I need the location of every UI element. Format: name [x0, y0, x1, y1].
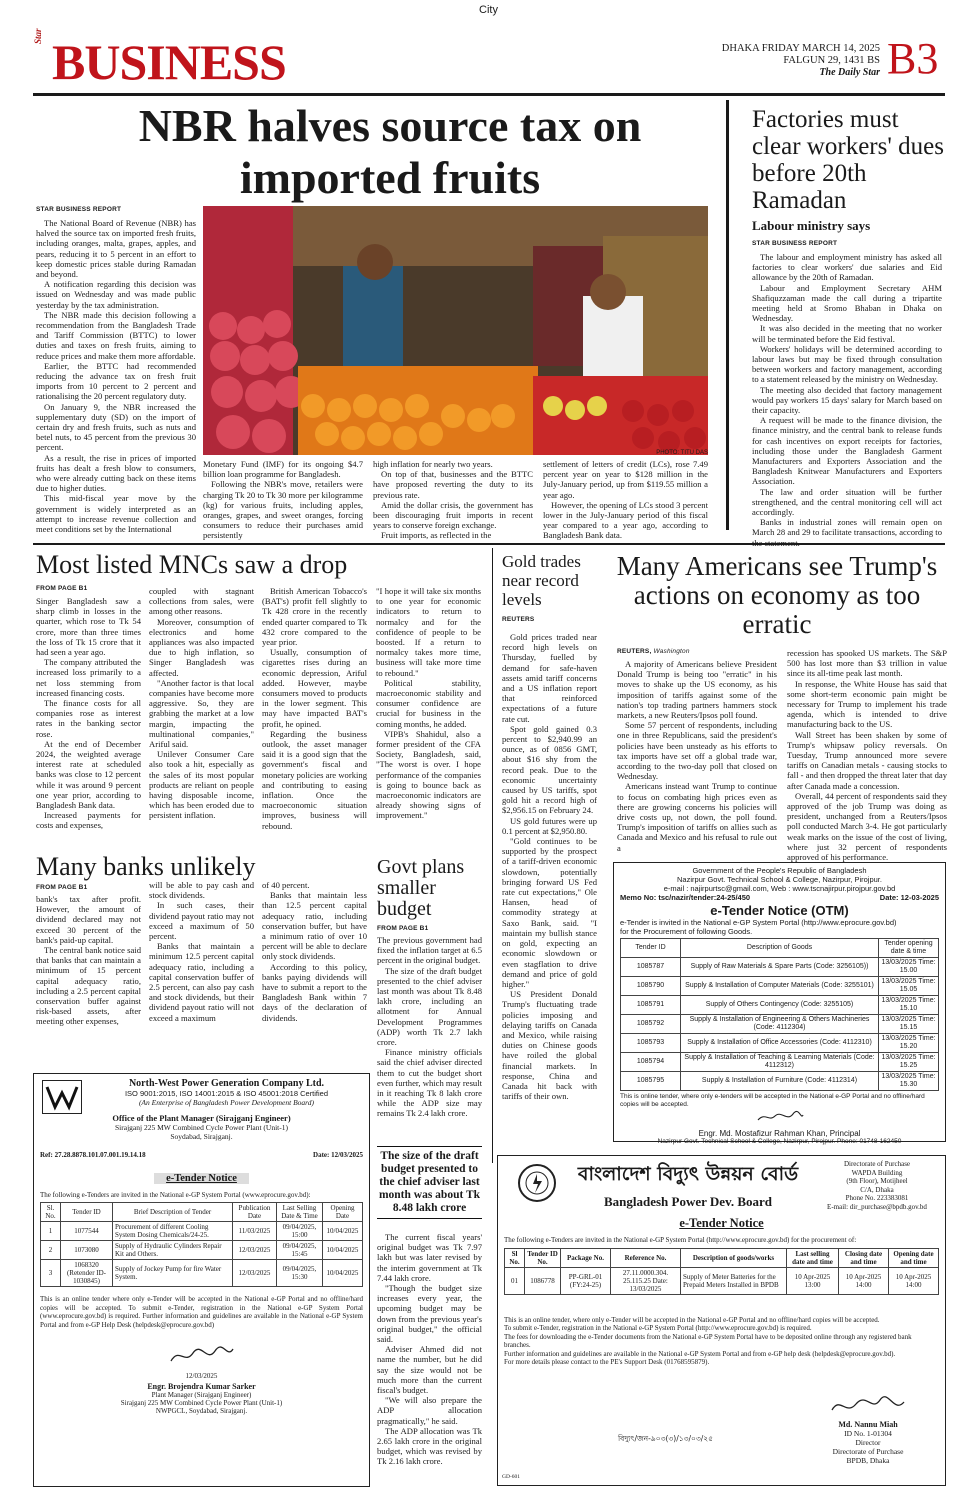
bpdb-signer: Md. Nannu Miah — [838, 1420, 898, 1429]
table-header: Tender ID — [61, 1203, 113, 1222]
nazirpur-intro: e-Tender is invited in the National e-GP System Portal (http://www.eprocure.gov.bd) for the Procurement of following Goods. — [620, 918, 897, 936]
nwpgc-footer: This is an online tender where only e-Tender will be accepted in the National e-GP Portal and no offline/hard copies will be accepted. To submit e-Tender, registration in the National e-GP System Portal (www.eprocure.gov.bd) is required. Further information and guidelines are available in the National e-GP System Portal and from e-GP Help Desk (helpdesk@eprocure.gov.bd) — [40, 1295, 363, 1329]
table-row: 1085793 Supply & Installation of Office Accessories (Code: 4112310) 13/03/2025 Time: 15.20 — [621, 1034, 939, 1053]
bpdb-memo: বিদ্যুৎ/জন-৯০৩(৩)/১৩/০৩/২৫ — [618, 1434, 714, 1443]
americans-col1: A majority of Americans believe President Donald Trump is being too "erratic" in his moves to shake up the US economy, as his imposition of tariffs against some of the nation's top trading partners hammers stock markets, a new Reuters/Ipsos poll found. Some 57 percent of respondents, including one in three Republicans, said the president's policies have been unsteady as his efforts to tax imports have set off a global trade war, according to the two-day poll that closed on Wednesday. Americans instead want Trump to continue to focus on combating high prices even as there are growing concerns his policies will drive costs up, not down, the poll found. Trump's imposition of tariffs on allies such as Canada and Mexico and his refusal to rule out a — [617, 659, 777, 853]
factories-body: The labour and employment ministry has asked all factories to clear workers' due salaries and Eid allowance by the 20th of Ramadan. Labour and Employment Secretary AHM Shafiquzzaman made the call during a tripartite meeting held at Sromo Bhaban in Dhaka on Wednesday. It was also decided in the meeting that no worker will be terminated before the Eid festival. Workers' holidays will be determined according to labour laws but may be fixed through consultation between workers and factory management, according to a statement released by the ministry on Wednesday. The meeting also decided that factory management would pay workers 15 days' salary for March based on their capacity. A request will be made to the finance division, the finance ministry, and the central bank to release funds for cash incentives on export receipts for factories, including those under the Bangladesh Garment Manufacturers and Exporters Association and the Bangladesh Knitwear Manufacturers and Exporters Association. The law and order situation will be further strengthened, and the central monitoring cell will act accordingly. Banks in industrial zones will remain open on March 28 and 29 to facilitate transactions, according to — [752, 252, 942, 538]
nwpgc-logo-icon — [42, 1080, 82, 1114]
nazirpur-signature-block — [620, 1110, 939, 1145]
table-header-row — [41, 1203, 363, 1222]
bpdb-gd-number: GD-601 — [502, 1474, 521, 1480]
americans-byline: REUTERS, Washington — [617, 648, 690, 655]
city-label: City — [479, 4, 498, 16]
table-row: 1085794 Supply & Installation of Teaching & Learning Materials (Code: 4112312) 13/03/2025 Time: 15.25 — [621, 1053, 939, 1072]
nwpgc-location: Soydabad, Sirajganj. — [170, 1132, 233, 1141]
table-row: 1 1077544 Procurement of different Cooling System Dosing Chemicals/24-25. 11/03/2025 09/04/2025, 15:00 10/04/2025 — [41, 1222, 363, 1241]
lead-byline: STAR BUSINESS REPORT — [36, 206, 122, 213]
lead-col1: The National Board of Revenue (NBR) has halved the source tax on imported fresh fruits, including oranges, malta, grapes, apples, and pears, reducing it to 5 percent in an effort to keep domestic prices stable during Ramadan and beyond. A notification regarding this decision was issued on Wednesday and was made public yesterday by the tax administration. The NBR made this decision following a recommendation from the Bangladesh Trade and Tariff Commission (BTTC) to lower duties and taxes on fresh fruits, aiming to reduce prices and make them more affordable. Earlier, the BTTC had recommended reducing the advance tax on fresh fruit imports from 10 percent to 2 percent and rationalising the 20 percent regulatory duty. On January 9, the NBR increased the supplementary duty (SD) on the import of certain dry and fresh fruits, such as nuts and betel nuts, to 45 percent from the previous 30 percent. As a result, the rise in prices of imported fruits has dealt a fresh blow to consumers, who were already cutting back on these items due to higher duties. This mid-fiscal year move by the government is widely interpreted as an attempt to increase revenue collection and meet conditions set by the International — [36, 218, 196, 535]
nwpgc-sig-date: 12/03/2025 — [185, 1372, 218, 1381]
gold-divider — [492, 548, 493, 1163]
nwpgc-signer-location: NWPGCL, Soydabad, Sirajganj. — [155, 1407, 248, 1416]
bpdb-tender-ad — [497, 1155, 946, 1486]
bpdb-signer-id: ID No. 1-01304 — [844, 1429, 892, 1438]
star-logo: Star — [33, 28, 43, 44]
table-row: 1085790 Supply & Installation of Computer Materials (Code: 3255101) 13/03/2025 Time: 15.05 — [621, 977, 939, 996]
nwpgc-enterprise: (An Enterprise of Bangladesh Power Development Board) — [138, 1098, 315, 1107]
nwpgc-plant: Sirajganj 225 MW Combined Cycle Power Plant (Unit-1) — [115, 1123, 288, 1132]
factories-subhead: Labour ministry says — [752, 218, 871, 233]
section-rule — [33, 543, 945, 545]
nazirpur-school: Nazirpur Govt. Technical School & College, Nazirpur, Pirojpur. — [677, 875, 882, 884]
signature-icon — [755, 1110, 805, 1124]
lead-col4: settlement of letters of credit (LCs), rose 7.49 percent year on year to $128 million in the July-January period, up from $119.55 million a year ago. However, the opening of LCs stood 3 percent lower in the July-January period of this fiscal year compared to a year ago, according to Bangladesh Bank data. — [543, 459, 708, 541]
nwpgc-intro: The following e-Tenders are invited in the National e-GP System Portal (www.eprocure.gov.bd): — [40, 1191, 311, 1199]
mncs-col1: Singer Bangladesh saw a sharp climb in losses in the quarter, which rose to Tk 54 crore, more than three times the loss of Tk 15 crore that it had seen a year ago. The company attributed the increased loss primarily to a net loss stemming from increased financing costs. The finance costs for all companies rose as interest rates in the banking sector rose. At the end of December 2024, the weighted average interest rate at scheduled banks was close to 12 percent while it was around 9 percent one year prior, according to Bangladesh Bank data. Increased payments for costs and expenses, — [36, 596, 141, 831]
nwpgc-signer-plant: Sirajganj 225 MW Combined Cycle Power Plant (Unit-1) — [120, 1399, 283, 1408]
mncs-headline: Most listed MNCs saw a drop — [36, 550, 348, 579]
table-row: 2 1073080 Supply of Hydraulic Cylinders Repair Kit and Others. 12/03/2025 09/04/2025, 15:45 10/04/2025 — [41, 1241, 363, 1260]
table-header: Brief Description of Tender — [113, 1203, 233, 1222]
table-header: Last Selling Date & Time — [277, 1203, 323, 1222]
bpdb-table — [504, 1248, 939, 1295]
signature-icon — [167, 1343, 237, 1367]
bpdb-signature-block — [798, 1394, 938, 1465]
column-divider — [726, 100, 729, 530]
banks-col3: of 40 percent. Banks that maintain less than 12.5 percent capital adequacy ratio, including conservation buffer, but have a minimum ratio of over 10 percent will be able to declare only stock dividends. According to this policy, banks paying dividends will have to submit a report to the Bangladesh Bank within 7 days of the declaration of dividends. — [262, 880, 367, 1023]
factories-byline: STAR BUSINESS REPORT — [752, 240, 838, 247]
nwpgc-title: North-West Power Generation Company Ltd. — [128, 1078, 325, 1089]
signature-icon — [828, 1394, 908, 1418]
nwpgc-signer: Engr. Brojendra Kumar Sarker — [147, 1382, 256, 1392]
banks-byline: FROM PAGE B1 — [36, 884, 88, 891]
table-header-row: Tender ID Description of Goods Tender opening date & time — [621, 939, 939, 958]
mncs-col2: coupled with stagnant collections from sales, were among other reasons. Moreover, consumption of electronics and home appliances was also impacted due to high inflation, so Singer Bangladesh was affected. "Another factor is that local companies have become more aggressive. So, they are grabbing the market at a low margin, impacting the multinational companies," Ariful said. Unilever Consumer Care also took a hit, especially as the sales of its most popular products are reliant on people having disposable income, which has been eroded due to persistent inflation. — [149, 586, 254, 821]
budget-pullquote: The size of the draft budget presented to the chief adviser last month was about Tk 8.48 lakh crore — [377, 1146, 482, 1219]
table-row: 3 1068320 (Retender ID-1030845) Supply of Jockey Pump for fire Water System. 12/03/2025 09/04/2025, 15:30 10/04/2025 — [41, 1260, 363, 1287]
budget-headline: Govt plans smaller budget — [377, 856, 465, 920]
fruit-stall-photo — [203, 206, 708, 455]
dateline-block — [690, 43, 880, 79]
nazirpur-memo: Memo No: tsc/nazir/tender:24-25/450 — [620, 893, 751, 902]
nazirpur-contact: e-mail : najirpurtsc@gmail.com, Web : www.tscnajirpur.pirojpur.gov.bd — [663, 884, 896, 893]
nwpgc-ref: Ref: 27.28.8878.101.07.001.19.14.18 — [40, 1151, 146, 1159]
lead-photo — [203, 206, 708, 455]
nazirpur-tender-ad — [613, 862, 946, 1145]
bpdb-signer-dept: Directorate of Purchase — [832, 1447, 904, 1456]
banks-col2: will be able to pay cash and stock dividends. In such cases, their dividend payout ratio may not exceed a maximum of 50 percent. Banks that maintain a minimum 12.5 percent capital adequacy ratio, including a capital conservation buffer of 2.5 percent, can also pay cash and stock dividends, but their dividend payout ratio will not exceed a maximum — [149, 880, 254, 1023]
budget-top: The previous government had fixed the inflation target at 6.5 percent in the original budget. The size of the draft budget presented to the chief adviser last month was about Tk 8.48 lakh crore, including an allotment for Annual Development Programmes (ADP) worth Tk 2.7 lakh crore. Finance ministry officials said the chief adviser directed them to cut the budget short even further, which may result in it reaching Tk 8 lakh crore while the ADP size may remains Tk 2.4 lakh crore. — [377, 935, 482, 1119]
mncs-col4: "I hope it will take six months to one year for economic indicators to return to normalcy and for the confidence of people to be boosted. If a return to normalcy takes more time, business will take more time to rebound." Political stability, macroeconomic stability and consumer confidence are crucial for business in the coming months, he added. VIPB's Shahidul, also a former president of the CFA Society, Bangladesh, said, "The worst is over. I hope performance of the companies is going to bounce back as macroeconomic indicators are already showing signs of improvement." — [376, 586, 481, 821]
photo-credit: PHOTO: TITU DAS — [656, 450, 708, 456]
bpdb-logo-icon — [518, 1164, 556, 1202]
table-row: 1085791 Supply of Others Contingency (Code: 3255105) 13/03/2025 Time: 15.10 — [621, 996, 939, 1015]
table-row: 01 1086778 PP-GRL-01 (FY:24-25) 27.11.0000.304. 25.115.25 Date: 13/03/2025 Supply of Meter Batteries for the Prepaid Meters Installed in BPDB 10 Apr-2025 13:00 10 Apr-2025 14:00 10 Apr-2025 14:00 — [505, 1268, 939, 1295]
nwpgc-tender-ad — [33, 1073, 370, 1487]
nwpgc-notice-title: e-Tender Notice — [154, 1173, 249, 1184]
nazirpur-footer: This is online tender, where only e-tenders will be accepted in the National e-GP Portal and no offline/hard copies will be accepted. — [620, 1093, 925, 1108]
mncs-byline: FROM PAGE B1 — [36, 585, 88, 592]
mncs-col3: British American Tobacco's (BAT's) profit fell slightly to Tk 428 crore in the recently ended quarter compared to Tk 432 crore compared to the year prior. Usually, consumption of cigarettes rises during an economic depression, Ariful added. However, maybe consumers moved to products in the lower segment. This may have impacted BAT's profit, he opined. Regarding the business outlook, the asset manager said it is a good sign that the government's fiscal and monetary policies are working and contributing to easing inflation. Once the macroeconomic situation improves, business will rebound. — [262, 586, 367, 831]
table-row: 1085795 Supply & Installation of Furniture (Code: 4112314) 13/03/2025 Time: 15.30 — [621, 1072, 939, 1091]
nwpgc-signature-block — [40, 1343, 363, 1415]
bpdb-notes: This is an online tender, where only e-Tender will be accepted in the National e-GP Portal and no offline/hard copies will be accepted. To submit e-Tender, registration in the National e-GP System Portal (http://www.eprocure.gov.bd) is required. The fees for downloading the e-Tender documents from the National e-GP System Portal have to be deposited online through any registered bank branches. Further information and guidelines are available in the National e-GP System Portal and from e-GP help desk (helpdesk@eprocure.gov.bd). For more details please contact to the PE's Support Desk (01768595879). — [504, 1316, 912, 1367]
americans-col2: recession has spooked US markets. The S&P 500 has lost more than $3 trillion in value since its all-time peak last month. In response, the White House has said that some short-term economic pain might be necessary for Trump to implement his trade agenda, which is intended to drive manufacturing back to the US. Wall Street has been shaken by some of Trump's whipsaw policy reversals. On Tuesday, Trump announced more severe tariffs on Canadian metals - causing stocks to fall - and then dropped the threat later that day after Canada made a concession. Overall, 44 percent of respondents said they approved of the job Trump was doing as president, unchanged from a Reuters/Ipsos poll conducted March 3-4. He got particularly weak marks on the issue of the cost of living, where just 32 percent of respondents approved of his performance. — [787, 648, 947, 863]
nwpgc-iso: ISO 9001:2015, ISO 14001:2015 & ISO 45001:2018 Certified — [124, 1089, 329, 1098]
nazirpur-gov: Government of the People's Republic of Bangladesh — [692, 866, 867, 875]
section-title: BUSINESS — [52, 34, 286, 90]
table-header: Publication Date — [233, 1203, 277, 1222]
table-row: 1085787 Supply of Raw Materials & Spare Parts (Code: 3256105)) 13/03/2025 Time: 15.00 — [621, 958, 939, 977]
gold-headline: Gold trades near record levels — [502, 552, 581, 609]
factories-headline: Factories must clear workers' dues before 20th Ramadan — [752, 106, 944, 214]
bpdb-signer-role: Director — [855, 1438, 881, 1447]
nwpgc-signer-title: Plant Manager (Sirajganj Engineer) — [151, 1391, 252, 1400]
nwpgc-table — [40, 1202, 363, 1287]
banks-headline: Many banks unlikely — [36, 852, 256, 881]
dateline: DHAKA FRIDAY MARCH 14, 2025 — [721, 43, 880, 54]
bpdb-intro: The following e-Tenders are invited in the National e-GP System Portal (http://www.eprocure.gov.bd) for the procurement of: — [504, 1236, 857, 1244]
bpdb-notice-title: e-Tender Notice — [679, 1216, 764, 1230]
nazirpur-table — [620, 938, 939, 1091]
masthead-rule — [33, 93, 945, 96]
gold-body: Gold prices traded near record high levels on Thursday, fuelled by demand for safe-haven assets amid tariff concerns and a US inflation report that reinforced expectations of a future rate cut. Spot gold gained 0.3 percent to $2,940.99 an ounce, as of 0856 GMT, about $16 shy from the record peak. Due to the economic uncertainty caused by US tariffs, spot gold hit a record high of $2,956.15 on February 24. US gold futures were up 0.1 percent at $2,950.80. "Gold continues to be supported by the prospect of a tariff-driven economic slowdown, potentially bringing forward US Fed rate cut expectations," Ole Hansen, head of commodity strategy at Saxo Bank, said. "I maintain my bullish stance on gold, expecting an economic slowdown or even stagflation to drive demand and price of gold higher." US President Donald Trump's fluctuating trade policies imposing and delaying tariffs on Canada and Mexico, while raising duties on Chinese goods have roiled the global financial markets. In response, China and Canada hit back with tariffs of their own. — [502, 632, 597, 1102]
lead-headline: NBR halves source tax on imported fruits — [138, 100, 642, 203]
table-row: 1085792 Supply & Installation of Engineering & Others Machineries (Code: 4112304) 13/03/2025 Time: 15.15 — [621, 1015, 939, 1034]
gold-byline: REUTERS — [502, 616, 535, 623]
table-header-row: Sl No. Tender ID No. Package No. Reference No. Description of goods/works Last selling date and time Closing date and time Opening date and time — [505, 1249, 939, 1268]
bpdb-signer-org: BPDB, Dhaka — [846, 1456, 890, 1465]
bangla-date: FALGUN 29, 1431 BS — [783, 55, 880, 66]
budget-byline: FROM PAGE B1 — [377, 925, 429, 932]
lead-col3: high inflation for nearly two years. On top of that, businesses and the BTTC have proposed reverting the duty to its previous rate. Amid the dollar crisis, the government has been discouraging fruit imports in recent years to conserve foreign exchange. Fruit imports, as reflected in the — [373, 459, 533, 541]
paper-name: The Daily Star — [819, 67, 880, 78]
budget-bottom: The current fiscal years' original budget was Tk 7.97 lakh but was later revised by the interim government at Tk 7.44 lakh crore. "Though the budget size increases every year, the upcoming budget may be down from the previous year's original budget," the official said. Adviser Ahmed did not name the number, but he did say the size would not be much more than the current fiscal's budget. "We will also prepare the ADP allocation pragmatically," he said. The ADP allocation was Tk 2.65 lakh crore in the original budget, which was revised by Tk 2.16 lakh crore. — [377, 1232, 482, 1467]
nazirpur-date: Date: 12-03-2025 — [879, 893, 939, 902]
banks-col1: bank's tax after profit. However, the amount of dividend declared may not exceed 30 percent of the bank's paid-up capital. The central bank notice said that banks that can maintain a minimum of 15 percent capital adequacy ratio, including a 2.5 percent capital conservation buffer against risk-based assets, after meeting other expenses, — [36, 894, 141, 1027]
table-header: Opening Date — [323, 1203, 363, 1222]
nazirpur-signer: Engr. Md. Mostafizur Rahman Khan, Principal — [698, 1129, 861, 1138]
bpdb-title: Bangladesh Power Dev. Board — [603, 1194, 773, 1209]
page-number: B3 — [887, 34, 939, 83]
nazirpur-signer-address: Nazirpur Govt. Technical School & College, Nazirpur, Pirojpur. Phone: 01748-162450 — [657, 1138, 902, 1145]
nazirpur-notice-title: e-Tender Notice (OTM) — [710, 903, 849, 918]
table-header: Sl. No. — [41, 1203, 61, 1222]
lead-col2: Monetary Fund (IMF) for its ongoing $4.7 billion loan programme for Bangladesh. Following the NBR's move, retailers were charging Tk 20 to Tk 30 more per kilogramme (kg) for various fruits, including apples, oranges, grapes, and sweet oranges, forcing consumers to reduce their purchases amid persistently — [203, 459, 363, 541]
nwpgc-date: Date: 12/03/2025 — [313, 1151, 363, 1159]
bpdb-bangla-title: বাংলাদেশ বিদ্যুৎ উন্নয়ন বোর্ড — [577, 1163, 799, 1185]
nwpgc-office: Office of the Plant Manager (Sirajganj Engineer) — [112, 1113, 291, 1123]
americans-headline: Many Americans see Trump's actions on economy as too erratic — [616, 551, 938, 639]
bpdb-address: Directorate of Purchase WAPDA Building (9th Floor), Motijheel C/A, Dhaka Phone No. 223383081 E-mail: dir_purchase@bpdb.gov.bd — [827, 1160, 927, 1211]
